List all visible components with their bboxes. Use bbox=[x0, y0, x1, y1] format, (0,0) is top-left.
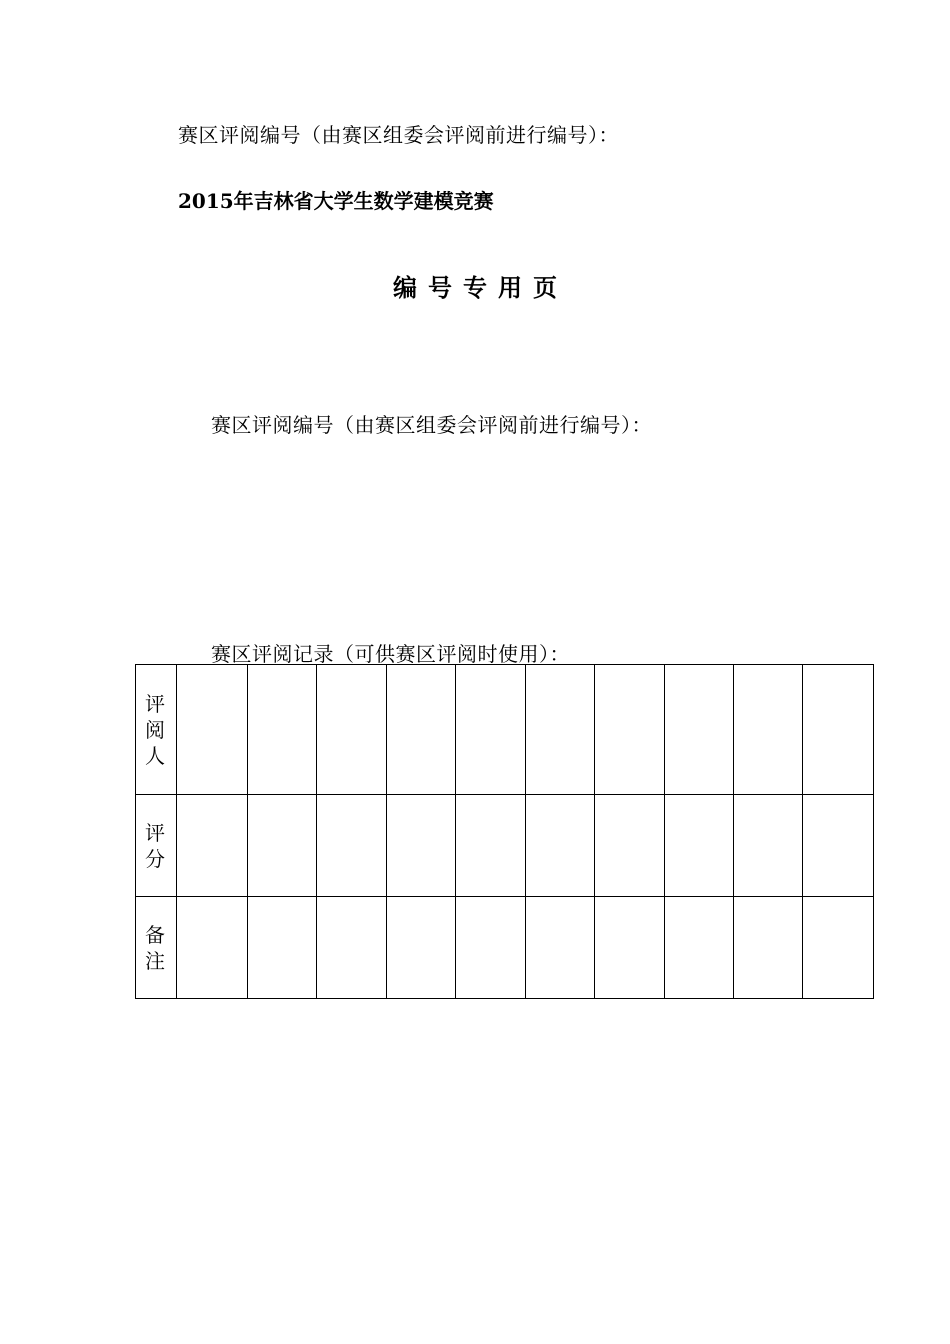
blank-cell[interactable] bbox=[387, 795, 456, 897]
blank-cell[interactable] bbox=[248, 897, 317, 999]
blank-cell[interactable] bbox=[248, 795, 317, 897]
blank-cell[interactable] bbox=[456, 795, 526, 897]
blank-cell[interactable] bbox=[665, 795, 734, 897]
row-header-reviewer: 评阅人 bbox=[136, 665, 177, 795]
blank-cell[interactable] bbox=[317, 897, 387, 999]
review-record-table bbox=[135, 664, 874, 999]
contest-title bbox=[178, 185, 494, 214]
blank-cell[interactable] bbox=[803, 795, 874, 897]
blank-cell[interactable] bbox=[177, 897, 248, 999]
blank-cell[interactable] bbox=[595, 665, 665, 795]
table-row-remarks bbox=[136, 897, 874, 999]
blank-cell[interactable] bbox=[526, 897, 595, 999]
review-record-label: 赛区评阅记录（可供赛区评阅时使用）： bbox=[211, 642, 570, 666]
blank-cell[interactable] bbox=[177, 665, 248, 795]
page-heading: 编号专用页 bbox=[393, 273, 568, 302]
row-header-score: 评分 bbox=[136, 795, 177, 897]
blank-cell[interactable] bbox=[526, 795, 595, 897]
blank-cell[interactable] bbox=[387, 897, 456, 999]
blank-cell[interactable] bbox=[387, 665, 456, 795]
blank-cell[interactable] bbox=[665, 897, 734, 999]
blank-cell[interactable] bbox=[734, 665, 803, 795]
table-row-reviewer bbox=[136, 665, 874, 795]
blank-cell[interactable] bbox=[595, 795, 665, 897]
blank-cell[interactable] bbox=[248, 665, 317, 795]
blank-cell[interactable] bbox=[803, 665, 874, 795]
blank-cell[interactable] bbox=[803, 897, 874, 999]
section-numbering-label: 赛区评阅编号（由赛区组委会评阅前进行编号）： bbox=[211, 413, 652, 437]
contest-title-text: 2015年吉林省大学生数学建模竞赛 bbox=[178, 189, 494, 213]
blank-cell[interactable] bbox=[595, 897, 665, 999]
top-numbering-label: 赛区评阅编号（由赛区组委会评阅前进行编号）： bbox=[178, 123, 619, 147]
table-row-score bbox=[136, 795, 874, 897]
blank-cell[interactable] bbox=[526, 665, 595, 795]
blank-cell[interactable] bbox=[317, 795, 387, 897]
blank-cell[interactable] bbox=[177, 795, 248, 897]
blank-cell[interactable] bbox=[734, 897, 803, 999]
blank-cell[interactable] bbox=[665, 665, 734, 795]
blank-cell[interactable] bbox=[456, 665, 526, 795]
blank-cell[interactable] bbox=[734, 795, 803, 897]
blank-cell[interactable] bbox=[317, 665, 387, 795]
row-header-remarks: 备注 bbox=[136, 897, 177, 999]
blank-cell[interactable] bbox=[456, 897, 526, 999]
